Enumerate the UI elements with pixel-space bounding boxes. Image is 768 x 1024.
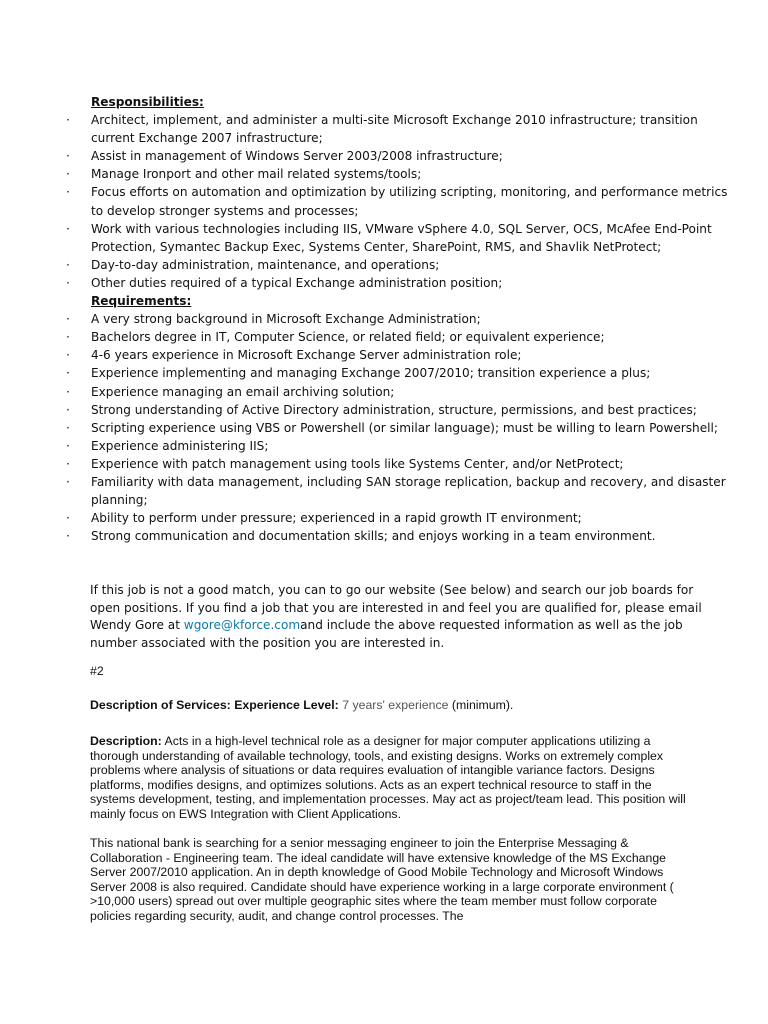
responsibility-item	[66, 256, 736, 274]
bullet-icon: ·	[66, 474, 70, 489]
requirement-item-text: Strong communication and documentation skills; and enjoys working in a team environment.	[91, 529, 656, 544]
bullet-icon: ·	[66, 420, 70, 435]
requirement-item	[66, 527, 736, 545]
bullet-icon: ·	[66, 275, 70, 290]
bullet-icon: ·	[66, 312, 70, 327]
requirement-item-text: Ability to perform under pressure; experienced in a rapid growth IT environment;	[91, 511, 582, 526]
requirement-item-text: Scripting experience using VBS or Powershell (or similar language); must be willing to learn Powershell;	[91, 420, 718, 435]
requirement-item	[66, 509, 736, 527]
responsibility-item-text: Architect, implement, and administer a multi-site Microsoft Exchange 2010 infrastructure; transition current Exchange 2007 infrastructure;	[91, 113, 698, 146]
job-number: #2	[90, 664, 104, 678]
job2-section	[90, 664, 730, 923]
contact-paragraph	[90, 582, 710, 652]
bullet-icon: ·	[66, 185, 70, 200]
responsibility-item	[66, 183, 736, 219]
bullet-icon: ·	[66, 348, 70, 363]
requirement-item	[66, 346, 736, 364]
requirement-item	[66, 310, 736, 328]
bullet-icon: ·	[66, 167, 70, 182]
requirement-item-text: Experience administering IIS;	[91, 438, 269, 453]
responsibility-item-text: Manage Ironport and other mail related systems/tools;	[91, 167, 422, 182]
requirement-item-text: Strong understanding of Active Directory administration, structure, permissions, and best practices;	[91, 402, 697, 417]
contact-text-after: and include the above requested information as well as the job number associated with the position you are interested in.	[90, 618, 683, 650]
responsibility-item	[66, 220, 736, 256]
responsibility-item	[66, 147, 736, 165]
contact-text-before: If this job is not a good match, you can to go our website (See below) and search our job boards for open positions. If you find a job that you are interested in and feel you are qualified for, please email Wendy Gore at	[90, 583, 702, 633]
requirement-item	[66, 473, 736, 509]
requirement-item	[66, 364, 736, 382]
requirements-heading: Requirements:	[91, 294, 192, 309]
requirement-item-text: A very strong background in Microsoft Exchange Administration;	[91, 312, 481, 327]
bullet-icon: ·	[66, 149, 70, 164]
bullet-icon: ·	[66, 456, 70, 471]
requirement-item	[66, 401, 736, 419]
description-text: Acts in a high-level technical role as a designer for major computer applications utilizing a thorough understanding of available technology, tools, and existing designs. Works on extremely complex problems where analysis of situations or data requires evaluation of intangible variance factors. Designs platforms, modifies designs, and optimizes solutions. Acts as an expert technical resource to staff in the systems development, testing, and implementation processes. May act as project/team lead. This position will mainly focus on EWS Integration with Client Applications.	[90, 734, 686, 821]
services-value: 7 years' experience	[342, 698, 449, 712]
bullet-icon: ·	[66, 113, 70, 128]
bullet-icon: ·	[66, 438, 70, 453]
requirement-item	[66, 455, 736, 473]
bullet-icon: ·	[66, 330, 70, 345]
responsibilities-heading: Responsibilities:	[91, 95, 204, 109]
requirement-item	[66, 383, 736, 401]
bullet-icon: ·	[66, 384, 70, 399]
responsibility-item-text: Other duties required of a typical Exchange administration position;	[91, 275, 503, 290]
description-label: Description:	[90, 734, 162, 748]
services-label: Description of Services: Experience Level:	[90, 698, 339, 712]
bullet-icon: ·	[66, 221, 70, 236]
requirement-item	[66, 419, 736, 437]
requirement-item	[66, 437, 736, 455]
requirement-item-text: Experience with patch management using tools like Systems Center, and/or NetProtect;	[91, 456, 624, 471]
responsibility-item-text: Assist in management of Windows Server 2003/2008 infrastructure;	[91, 149, 503, 164]
responsibility-item-text: Focus efforts on automation and optimization by utilizing scripting, monitoring, and performance metrics to develop stronger systems and processes;	[91, 185, 728, 218]
requirement-item-text: Familiarity with data management, including SAN storage replication, backup and recovery, and disaster planning;	[91, 474, 726, 508]
responsibility-item-text: Work with various technologies including IIS, VMware vSphere 4.0, SQL Server, OCS, McAfee End-Point Protection, Symantec Backup Exec, Systems Center, SharePoint, RMS, and Shavlik NetProtect;	[91, 221, 712, 254]
bullet-icon: ·	[66, 257, 70, 272]
requirement-item-text: 4-6 years experience in Microsoft Exchange Server administration role;	[91, 348, 522, 363]
services-suffix: (minimum).	[451, 698, 514, 712]
requirement-item-text: Experience managing an email archiving solution;	[91, 384, 395, 399]
requirements-list	[66, 310, 736, 545]
responsibility-item	[66, 111, 736, 147]
description-paragraph	[90, 734, 690, 821]
services-line	[90, 698, 513, 713]
responsibility-item	[66, 274, 736, 292]
bullet-icon: ·	[66, 529, 70, 544]
bullet-icon: ·	[66, 366, 70, 381]
requirement-item-text: Bachelors degree in IT, Computer Science, or related field; or equivalent experience;	[91, 330, 605, 345]
email-link[interactable]: wgore@kforce.com	[183, 618, 301, 633]
requirement-item	[66, 328, 736, 346]
bullet-icon: ·	[66, 511, 70, 526]
responsibilities-list	[66, 111, 736, 292]
job1-section	[66, 93, 736, 545]
requirement-item-text: Experience implementing and managing Exchange 2007/2010; transition experience a plus;	[91, 366, 651, 381]
responsibility-item	[66, 165, 736, 183]
bank-paragraph: This national bank is searching for a senior messaging engineer to join the Enterprise Messaging & Collaboration - Engineering team. The ideal candidate will have extensive knowledge of the MS Exchange Server 2007/2010 application. An in depth knowledge of Good Mobile Technology and Microsoft Windows Server 2008 is also required. Candidate should have experience working in a large corporate environment ( >10,000 users) spread out over multiple geographic sites where the team member must follow corporate policies regarding security, audit, and change control processes. The	[90, 836, 674, 923]
bullet-icon: ·	[66, 402, 70, 417]
responsibility-item-text: Day-to-day administration, maintenance, and operations;	[91, 257, 440, 272]
